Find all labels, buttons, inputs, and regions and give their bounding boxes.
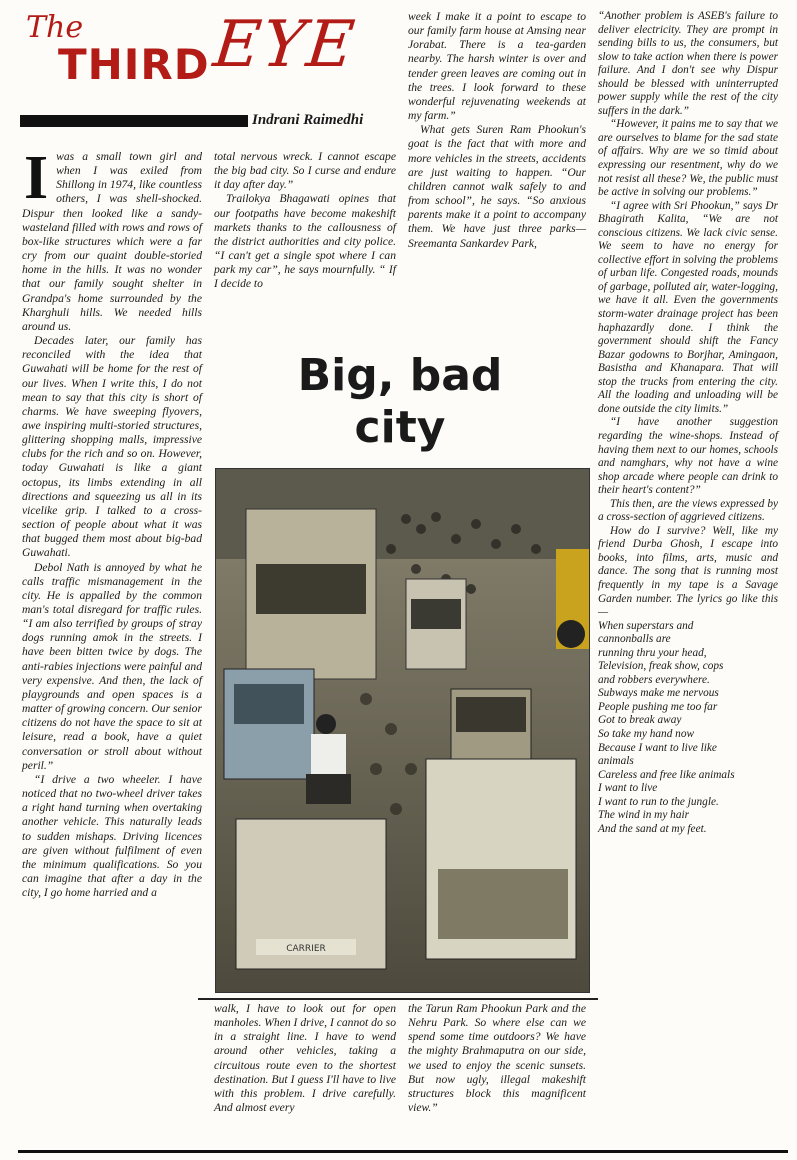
lyric-line: Subways make me nervous [598,687,719,700]
paragraph: This then, are the views expressed by a cross-section of aggrieved citizens. [598,497,778,524]
lyric-line: And the sand at my feet. [598,822,707,835]
lyric-line: animals [598,755,634,768]
paragraph: total nervous wreck. I cannot escape the big bad city. So I curse and endure it day after day.” [214,150,396,192]
article-column-3-top [408,10,586,251]
lyric-line: Because I want to live like [598,741,717,754]
lyric-line: Television, freak show, cops [598,660,724,673]
paragraph: What gets Suren Ram Phookun's goat is the fact that with more and more vehicles in the streets, accidents are just waiting to happen. “Our children cannot walk safely to and from school”, he says. “So anxious parents make it a point to accompany them. We have just three parks— Sreemanta Sankardev Park, [408,123,586,250]
lyric-line: I want to run to the jungle. [598,795,719,808]
headline-line-1: Big, bad [297,350,503,401]
paragraph: “I drive a two wheeler. I have noticed that no two-wheel driver takes a right hand turning when overtaking another vehicle. This naturally leads to sudden mishaps. Driving licences are given without fulfilment of even the minimum qualifications. So you can imagine that after a day in the city, I go home harried and a [22,772,202,900]
song-lyrics [598,620,778,837]
lyric-line: The wind in my hair [598,809,690,822]
lyric-line: Got to break away [598,714,682,727]
paragraph: How do I survive? Well, like my friend Durba Ghosh, I escape into books, into films, arts, music and dance. The song that is running most frequently in my tape is a Savage Garden number. The lyrics go like this— [598,524,778,619]
masthead-eye: EYE [210,8,360,82]
truck-text: CARRIER [286,944,326,954]
lyric-line: I want to live [598,782,658,795]
lyric-line: People pushing me too far [598,700,718,713]
masthead-the: The [26,10,84,45]
byline: Indrani Raimedhi [252,112,364,128]
paragraph: Trailokya Bhagawati opines that our footpaths have become makeshift markets thanks to the callousness of the district authorities and city police. “I can't get a single spot where I can park my car”, he says mournfully. “ If I decide to [214,192,396,291]
article-column-4 [598,10,778,836]
drop-cap: I [24,144,49,212]
bottom-rule [18,1150,788,1153]
lyric-line: When superstars and [598,619,694,632]
paragraph: “I have another suggestion regarding the wine-shops. Instead of having them next to our homes, schools and namghars, why not have a wine shop arcade where people can drink to their heart's content?” [598,416,778,497]
article-column-3-bottom [408,1002,586,1115]
paragraph: “Another problem is ASEB's failure to deliver electricity. They are prompt in sending bills to us, the consumers, but slow to take action when there is power failure. And I don't see why Dispur should be blessed with uninterrupted power supply while the rest of the city suffers in the dark.” [598,10,778,117]
paragraph: week I make it a point to escape to our family farm house at Amsing near Jorabat. There is a tea-garden nearby. The harsh winter is over and tender green leaves are coming out in the trees. I look forward to these wonderful rejuvenating weekends at my farm.” [408,10,586,123]
photo-illustration [216,469,589,992]
lyric-line: Careless and free like animals [598,768,735,781]
section-rule [198,998,598,1000]
masthead-third: THIRD [58,40,210,89]
paragraph: Decades later, our family has reconciled with the idea that Guwahati will be home for the rest of our lives. When I write this, I do not mean to say that this city is short of charms. We have sweeping flyovers, awe inspiring multi-storied structures, glittering shopping malls, impressive clubs for the rich and so on. However, today Guwahati is like a giant octopus, its limbs extending in all directions and squeezing us all in its vicelike grip. I talked to a cross-section of people about what it was that bugged them most about big-bad Guwahati. [22,334,202,560]
lyric-line: So take my hand now [598,727,695,740]
paragraph: was a small town girl and when I was exiled from Shillong in 1974, like countless others, I was shell-shocked. Dispur then looked like a sandy-wasteland filled with rows and rows of box-like structures which were a far cry from our quaint double-storied home in the hills. It was no wonder that our family sought shelter in Grandpa's home surrounded by the Kharghuli hills. We needed hills around us. [22,150,202,333]
lyric-line: and robbers everywhere. [598,673,710,686]
street-traffic-photo [215,468,590,993]
lyric-line: cannonballs are [598,633,671,646]
paragraph: Debol Nath is annoyed by what he calls traffic mismanagement in the city. He is appalled by the common man's total disregard for traffic rules. “I am also terrified by groups of stray dogs running amok in the streets. I have been bitten twice by dogs. The anti-rabies injections were painful and very expensive. And then, the lack of playgrounds and open spaces is a matter of growing concern. Our senior citizens do not have the space to sit at leisure, read a book, have a quiet conversation or stroll about without peril.” [22,560,202,772]
paragraph: the Tarun Ram Phookun Park and the Nehru Park. So where else can we spend some time outdoors? We have the mighty Brahmaputra on our side, we used to enjoy the scenic sunsets. But now ugly, illegal makeshift structures block this magnificent view.” [408,1002,586,1115]
paragraph: “I agree with Sri Phookun,” says Dr Bhagirath Kalita, “We are not conscious citizens. We lack civic sense. We seem to have no energy for collective effort in solving the problems of urban life. Congested roads, mounds of garbage, polluted air, water-logging, we have it all. Even the governments storm-water drainage project has been haphazardly done. I think the government should shift the Fancy Bazar godowns to Borjhar, Amingaon, Basistha and Khanapara. That will stop the trucks from entering the city. All the loading and unloading will be done outside the city limits.” [598,199,778,415]
article-column-2-top [214,150,396,292]
article-column-2-bottom [214,1002,396,1115]
article-column-1 [22,144,202,900]
byline-bar [20,115,248,127]
paragraph: “However, it pains me to say that we are ourselves to blame for the sad state of affairs. Why are we so timid about expressing our resentment, why do we not resist all these? We, the public must be active in solving our problems.” [598,118,778,199]
lyric-line: running thru your head, [598,646,707,659]
headline-line-2: city [354,402,446,453]
paragraph: walk, I have to look out for open manholes. When I drive, I cannot do so in a straight line. I have to wend around other vehicles, taking a circuitous route even to the shortest destination. But I guess I'll have to live with this problem. I drive carefully. And almost every [214,1002,396,1115]
